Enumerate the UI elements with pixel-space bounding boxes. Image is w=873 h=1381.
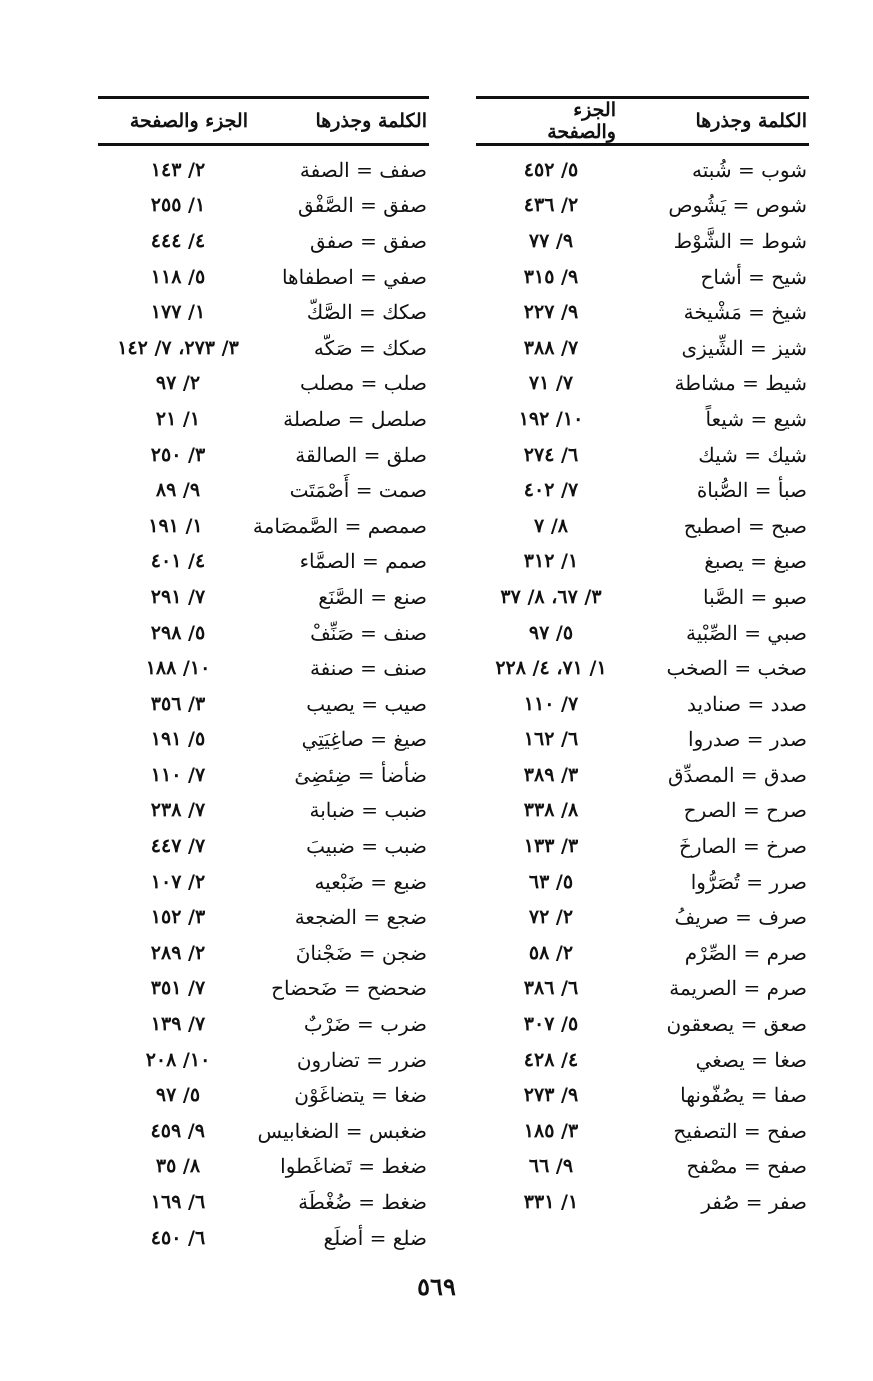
index-entry bbox=[476, 686, 809, 722]
entry-word: صلق = الصالقة bbox=[295, 442, 427, 467]
entry-reference: ٦/ ١٦٩ bbox=[150, 1191, 206, 1214]
left-column-rows bbox=[98, 146, 429, 1255]
entry-word: صدد = صناديد bbox=[687, 691, 807, 716]
entry-word: شيك = شيك bbox=[698, 442, 807, 467]
entry-reference: ٢/ ٥٨ bbox=[528, 941, 574, 964]
entry-word: شيط = مشاطة bbox=[674, 371, 807, 396]
index-entry bbox=[98, 1113, 429, 1149]
entry-reference: ٥/ ٤٥٢ bbox=[523, 158, 579, 181]
entry-reference: ٧/ ٤٠٢ bbox=[523, 479, 579, 502]
index-entry bbox=[98, 899, 429, 935]
entry-reference: ٣/ ٣٨٩ bbox=[523, 763, 579, 786]
entry-word: ضغا = يتضاغَوْن bbox=[294, 1083, 427, 1108]
entry-reference: ١٠/ ٢٠٨ bbox=[145, 1048, 211, 1071]
entry-word: صرم = الصِّرْم bbox=[684, 940, 807, 965]
word-root-header: الكلمة وجذرها bbox=[695, 110, 807, 132]
entry-word: صبح = اصطبح bbox=[683, 513, 807, 538]
entry-word: صنف = صنفة bbox=[309, 656, 427, 681]
entry-reference: ٧/ ٣٥١ bbox=[150, 977, 206, 1000]
index-entry bbox=[98, 793, 429, 829]
index-entry bbox=[476, 1006, 809, 1042]
index-entry bbox=[476, 294, 809, 330]
entry-reference: ٢/ ٤٣٦ bbox=[523, 194, 579, 217]
index-entry bbox=[98, 1006, 429, 1042]
entry-word: صنف = صَنِّفْ bbox=[310, 620, 427, 645]
entry-word: صغا = يصغي bbox=[695, 1047, 807, 1072]
entry-reference: ٧/ ٢٩١ bbox=[150, 585, 206, 608]
entry-reference: ٧/ ٣٨٨ bbox=[523, 336, 579, 359]
entry-word: صمصم = الصَّمصَامة bbox=[252, 513, 427, 538]
entry-word: ضجع = الضجعة bbox=[294, 905, 427, 930]
index-entry bbox=[476, 223, 809, 259]
left-column-header bbox=[98, 96, 429, 146]
entry-word: صرخ = الصارخَ bbox=[678, 834, 807, 859]
index-entry bbox=[98, 508, 429, 544]
entry-word: شيع = شيعاً bbox=[705, 406, 807, 431]
entry-reference: ٣/ ١٣٣ bbox=[523, 835, 579, 858]
entry-word: صبغ = يصبغ bbox=[704, 549, 807, 574]
entry-reference: ٣/ ١٨٥ bbox=[523, 1119, 579, 1142]
entry-word: صفر = صُفر bbox=[701, 1190, 807, 1215]
entry-reference: ٤/ ٤٤٤ bbox=[150, 229, 206, 252]
index-entry bbox=[476, 899, 809, 935]
index-entry bbox=[476, 330, 809, 366]
index-entry bbox=[98, 366, 429, 402]
entry-word: صيغ = صاغِيَتِي bbox=[301, 727, 427, 752]
index-entry bbox=[98, 650, 429, 686]
index-entry bbox=[98, 579, 429, 615]
index-entry bbox=[98, 188, 429, 224]
entry-word: ضلع = أضلَع bbox=[323, 1225, 427, 1250]
entry-reference: ٥/ ١١٨ bbox=[150, 265, 206, 288]
right-column-header bbox=[476, 96, 809, 146]
entry-reference: ٤/ ٤٢٨ bbox=[523, 1048, 579, 1071]
index-entry bbox=[98, 401, 429, 437]
entry-word: صبأ = الصُّباة bbox=[696, 478, 807, 503]
entry-reference: ٧/ ٧١ bbox=[528, 372, 574, 395]
entry-reference: ١/ ٢١ bbox=[155, 407, 201, 430]
index-entry bbox=[476, 1042, 809, 1078]
entry-reference: ٦/ ١٦٢ bbox=[523, 728, 579, 751]
entry-reference: ٧/ ٢٣٨ bbox=[150, 799, 206, 822]
index-entry bbox=[476, 828, 809, 864]
entry-reference: ٧/ ١١٠ bbox=[523, 692, 579, 715]
entry-word: صرر = تُصَرُّوا bbox=[690, 869, 807, 894]
index-entry bbox=[98, 828, 429, 864]
entry-reference: ٩/ ٢٧٣ bbox=[523, 1084, 579, 1107]
entry-word: ضرر = تضارون bbox=[296, 1047, 427, 1072]
index-entry bbox=[476, 935, 809, 971]
entry-word: ضأضأ = ضِئضِئ bbox=[294, 762, 427, 787]
index-entry bbox=[476, 188, 809, 224]
entry-word: صفح = التصفيح bbox=[673, 1118, 807, 1143]
index-entry bbox=[476, 864, 809, 900]
page-number: ٥٦٩ bbox=[417, 1272, 456, 1301]
entry-word: صبو = الصَّبا bbox=[703, 584, 807, 609]
entry-word: ضحضح = ضَحضاح bbox=[271, 976, 427, 1001]
entry-word: صرح = الصرح bbox=[683, 798, 807, 823]
entry-word: صدر = صدروا bbox=[688, 727, 807, 752]
right-column bbox=[476, 96, 809, 1220]
entry-word: صرف = صريفُ bbox=[674, 905, 807, 930]
entry-word: شوص = يَشُوص bbox=[668, 193, 807, 218]
entry-word: صفي = اصطفاها bbox=[281, 264, 427, 289]
index-entry bbox=[98, 686, 429, 722]
entry-reference: ٨/ ٣٣٨ bbox=[523, 799, 579, 822]
entry-word: ضبب = ضبابة bbox=[309, 798, 427, 823]
entry-word: صيب = يصيب bbox=[306, 691, 427, 716]
entry-reference: ٦/ ٢٧٤ bbox=[523, 443, 579, 466]
entry-word: صفف = الصفة bbox=[299, 157, 427, 182]
index-entry bbox=[476, 722, 809, 758]
entry-reference: ١/ ١٩١ bbox=[148, 514, 203, 537]
index-entry bbox=[476, 508, 809, 544]
index-entry bbox=[476, 472, 809, 508]
left-column bbox=[98, 96, 429, 1255]
volume-page-header: الجزء والصفحة bbox=[547, 99, 616, 143]
entry-reference: ٢/ ٢٨٩ bbox=[150, 941, 206, 964]
index-entry bbox=[98, 615, 429, 651]
index-entry bbox=[98, 152, 429, 188]
entry-reference: ١/ ٢٥٥ bbox=[150, 194, 206, 217]
index-entry bbox=[476, 366, 809, 402]
entry-word: صكك = الصَّكّ bbox=[306, 300, 427, 325]
index-entry bbox=[476, 544, 809, 580]
entry-reference: ٨/ ٧ bbox=[534, 514, 568, 537]
index-entry bbox=[476, 152, 809, 188]
word-root-header: الكلمة وجذرها bbox=[315, 110, 427, 132]
index-entry bbox=[476, 615, 809, 651]
index-entry bbox=[476, 1113, 809, 1149]
index-entry bbox=[476, 1184, 809, 1220]
index-entry bbox=[98, 1149, 429, 1185]
index-entry bbox=[98, 722, 429, 758]
entry-reference: ٢/ ١٠٧ bbox=[150, 870, 206, 893]
entry-word: صنع = الصَّنَع bbox=[318, 584, 427, 609]
right-column-rows bbox=[476, 146, 809, 1220]
index-entry bbox=[476, 793, 809, 829]
entry-reference: ٥/ ١٩١ bbox=[150, 728, 206, 751]
entry-reference: ٤/ ٤٠١ bbox=[150, 550, 206, 573]
entry-word: شيخ = مَشْيخة bbox=[683, 300, 807, 325]
entry-word: صفق = صفق bbox=[309, 228, 427, 253]
entry-reference: ٥/ ٦٣ bbox=[528, 870, 574, 893]
entry-word: صرم = الصريمة bbox=[669, 976, 807, 1001]
index-entry bbox=[98, 935, 429, 971]
index-entry bbox=[98, 1220, 429, 1256]
entry-reference: ٥/ ٩٧ bbox=[528, 621, 574, 644]
entry-word: صفا = يصُفّونها bbox=[680, 1083, 807, 1108]
entry-word: شوب = شُبته bbox=[692, 157, 807, 182]
entry-word: ضغط = ضُغْطَة bbox=[298, 1190, 427, 1215]
entry-reference: ٣/ ٦٧، ٨/ ٣٧ bbox=[500, 585, 602, 608]
entry-reference: ٧/ ١١٠ bbox=[150, 763, 206, 786]
entry-word: شوط = الشَّوْط bbox=[673, 228, 807, 253]
index-entry bbox=[98, 971, 429, 1007]
entry-reference: ٩/ ٤٥٩ bbox=[150, 1119, 205, 1142]
index-entry bbox=[476, 757, 809, 793]
index-entry bbox=[476, 971, 809, 1007]
entry-reference: ١/ ٣٣١ bbox=[523, 1191, 579, 1214]
index-entry bbox=[98, 1077, 429, 1113]
index-entry bbox=[98, 437, 429, 473]
entry-word: صلب = مصلب bbox=[299, 371, 427, 396]
index-entry bbox=[98, 757, 429, 793]
entry-word: صفق = الصَّفْق bbox=[297, 193, 427, 218]
index-entry bbox=[98, 1184, 429, 1220]
entry-word: ضبع = ضَبْعيه bbox=[314, 869, 427, 894]
entry-reference: ٩/ ٨٩ bbox=[155, 479, 201, 502]
index-entry bbox=[98, 472, 429, 508]
entry-reference: ١٠/ ١٩٢ bbox=[518, 407, 584, 430]
entry-reference: ١٠/ ١٨٨ bbox=[145, 657, 211, 680]
entry-word: شيح = أشاح bbox=[700, 264, 807, 289]
index-entry bbox=[476, 1077, 809, 1113]
entry-reference: ٥/ ٢٩٨ bbox=[150, 621, 206, 644]
entry-reference: ٢/ ٩٧ bbox=[155, 372, 201, 395]
entry-word: صكك = صَكّه bbox=[313, 335, 427, 360]
entry-reference: ٥/ ٣٠٧ bbox=[523, 1013, 579, 1036]
entry-reference: ٥/ ٩٧ bbox=[155, 1084, 201, 1107]
index-entry bbox=[98, 1042, 429, 1078]
index-entry bbox=[476, 1149, 809, 1185]
index-entry bbox=[476, 259, 809, 295]
entry-word: شيز = الشِّيزى bbox=[681, 335, 807, 360]
entry-word: صمم = الصمَّاء bbox=[299, 549, 427, 574]
entry-word: صبي = الصِّبْية bbox=[686, 620, 807, 645]
index-entry bbox=[98, 294, 429, 330]
entry-reference: ٧/ ١٣٩ bbox=[150, 1013, 206, 1036]
index-entry bbox=[98, 544, 429, 580]
index-entry bbox=[98, 864, 429, 900]
entry-reference: ١/ ٧١، ٤/ ٢٢٨ bbox=[495, 657, 607, 680]
entry-word: صعق = يصعقون bbox=[666, 1012, 807, 1037]
entry-reference: ٩/ ٣١٥ bbox=[523, 265, 579, 288]
entry-word: ضبب = ضبيبَ bbox=[306, 834, 427, 859]
entry-reference: ٦/ ٣٨٦ bbox=[523, 977, 579, 1000]
entry-word: ضرب = ضَرْبٌ bbox=[303, 1012, 427, 1037]
entry-word: صفح = مصْفح bbox=[686, 1154, 807, 1179]
entry-reference: ٧/ ٤٤٧ bbox=[150, 835, 206, 858]
index-entry bbox=[98, 259, 429, 295]
volume-page-header: الجزء والصفحة bbox=[129, 110, 248, 132]
entry-word: ضغبس = الضغابيس bbox=[257, 1118, 427, 1143]
entry-word: صدق = المصدِّق bbox=[667, 762, 807, 787]
entry-reference: ٨/ ٣٥ bbox=[155, 1155, 201, 1178]
index-entry bbox=[98, 223, 429, 259]
entry-reference: ٣/ ٣٥٦ bbox=[150, 692, 206, 715]
entry-reference: ٩/ ٢٢٧ bbox=[523, 301, 579, 324]
entry-reference: ٢/ ١٤٣ bbox=[150, 158, 206, 181]
entry-word: ضجن = ضَجْنانَ bbox=[295, 940, 427, 965]
entry-reference: ٢/ ٧٢ bbox=[528, 906, 574, 929]
index-entry bbox=[98, 330, 429, 366]
entry-reference: ٦/ ٤٥٠ bbox=[150, 1226, 206, 1249]
entry-reference: ٩/ ٧٧ bbox=[528, 229, 574, 252]
entry-reference: ٣/ ٢٥٠ bbox=[150, 443, 206, 466]
entry-reference: ١/ ٣١٢ bbox=[523, 550, 579, 573]
index-entry bbox=[476, 401, 809, 437]
entry-reference: ٩/ ٦٦ bbox=[528, 1155, 574, 1178]
index-entry bbox=[476, 437, 809, 473]
index-entry bbox=[476, 650, 809, 686]
entry-word: ضغط = تَضاغَطوا bbox=[280, 1154, 427, 1179]
entry-word: صلصل = صلصلة bbox=[283, 406, 427, 431]
entry-reference: ٣/ ٢٧٣، ٧/ ١٤٢ bbox=[117, 336, 239, 359]
entry-word: صمت = أَصْمَتَت bbox=[289, 478, 427, 503]
index-entry bbox=[476, 579, 809, 615]
entry-reference: ٣/ ١٥٢ bbox=[150, 906, 206, 929]
entry-reference: ١/ ١٧٧ bbox=[150, 301, 206, 324]
entry-word: صخب = الصخب bbox=[666, 656, 807, 681]
